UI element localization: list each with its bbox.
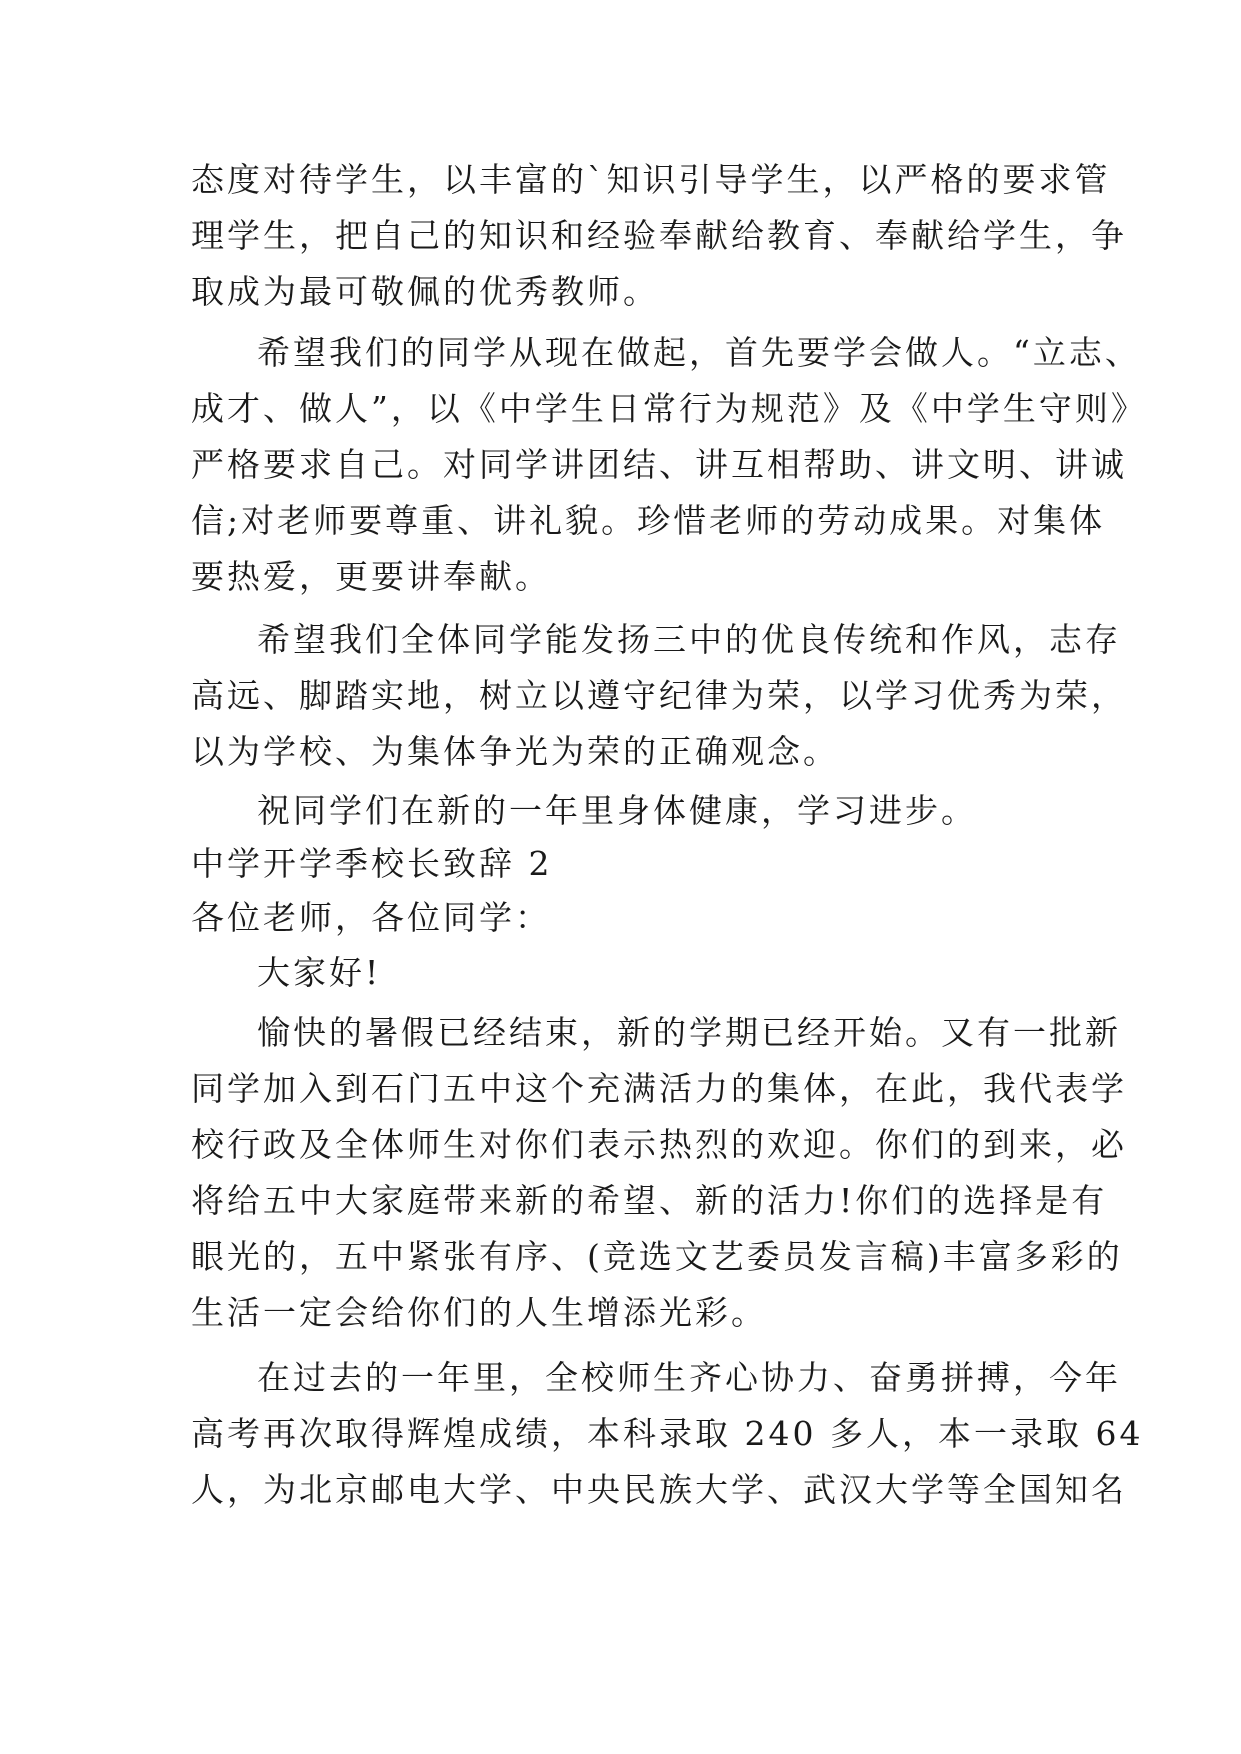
text-line-24: 人，为北京邮电大学、中央民族大学、武汉大学等全国知名 xyxy=(191,1470,1127,1509)
text-line-18: 校行政及全体师生对你们表示热烈的欢迎。你们的到来，必 xyxy=(191,1125,1127,1164)
text-line-17: 同学加入到石门五中这个充满活力的集体，在此，我代表学 xyxy=(191,1069,1127,1108)
text-line-16: 愉快的暑假已经结束，新的学期已经开始。又有一批新 xyxy=(257,1013,1121,1052)
text-line-12: 祝同学们在新的一年里身体健康，学习进步。 xyxy=(257,791,977,830)
text-line-20: 眼光的，五中紧张有序、(竞选文艺委员发言稿)丰富多彩的 xyxy=(191,1237,1123,1276)
greeting: 大家好! xyxy=(257,953,382,992)
text-line-9: 希望我们全体同学能发扬三中的优良传统和作风，志存 xyxy=(257,620,1121,659)
text-line-1: 态度对待学生，以丰富的`知识引导学生，以严格的要求管 xyxy=(191,160,1111,199)
text-line-11: 以为学校、为集体争光为荣的正确观念。 xyxy=(191,732,839,771)
text-line-8: 要热爱，更要讲奉献。 xyxy=(191,557,551,596)
text-line-22: 在过去的一年里，全校师生齐心协力、奋勇拼搏，今年 xyxy=(257,1358,1121,1397)
section-heading: 中学开学季校长致辞 2 xyxy=(191,844,553,883)
text-line-10: 高远、脚踏实地，树立以遵守纪律为荣，以学习优秀为荣， xyxy=(191,676,1127,715)
salutation: 各位老师，各位同学： xyxy=(191,898,551,937)
text-line-4: 希望我们的同学从现在做起，首先要学会做人。“立志、 xyxy=(257,333,1141,372)
text-line-6: 严格要求自己。对同学讲团结、讲互相帮助、讲文明、讲诚 xyxy=(191,445,1127,484)
text-line-7: 信;对老师要尊重、讲礼貌。珍惜老师的劳动成果。对集体 xyxy=(191,501,1106,540)
text-line-19: 将给五中大家庭带来新的希望、新的活力!你们的选择是有 xyxy=(191,1181,1108,1220)
text-line-3: 取成为最可敬佩的优秀教师。 xyxy=(191,272,659,311)
text-line-2: 理学生，把自己的知识和经验奉献给教育、奉献给学生，争 xyxy=(191,216,1127,255)
text-line-23: 高考再次取得辉煌成绩，本科录取 240 多人，本一录取 64 xyxy=(191,1414,1144,1453)
text-line-21: 生活一定会给你们的人生增添光彩。 xyxy=(191,1293,767,1332)
text-line-5: 成才、做人”，以《中学生日常行为规范》及《中学生守则》 xyxy=(191,389,1147,428)
